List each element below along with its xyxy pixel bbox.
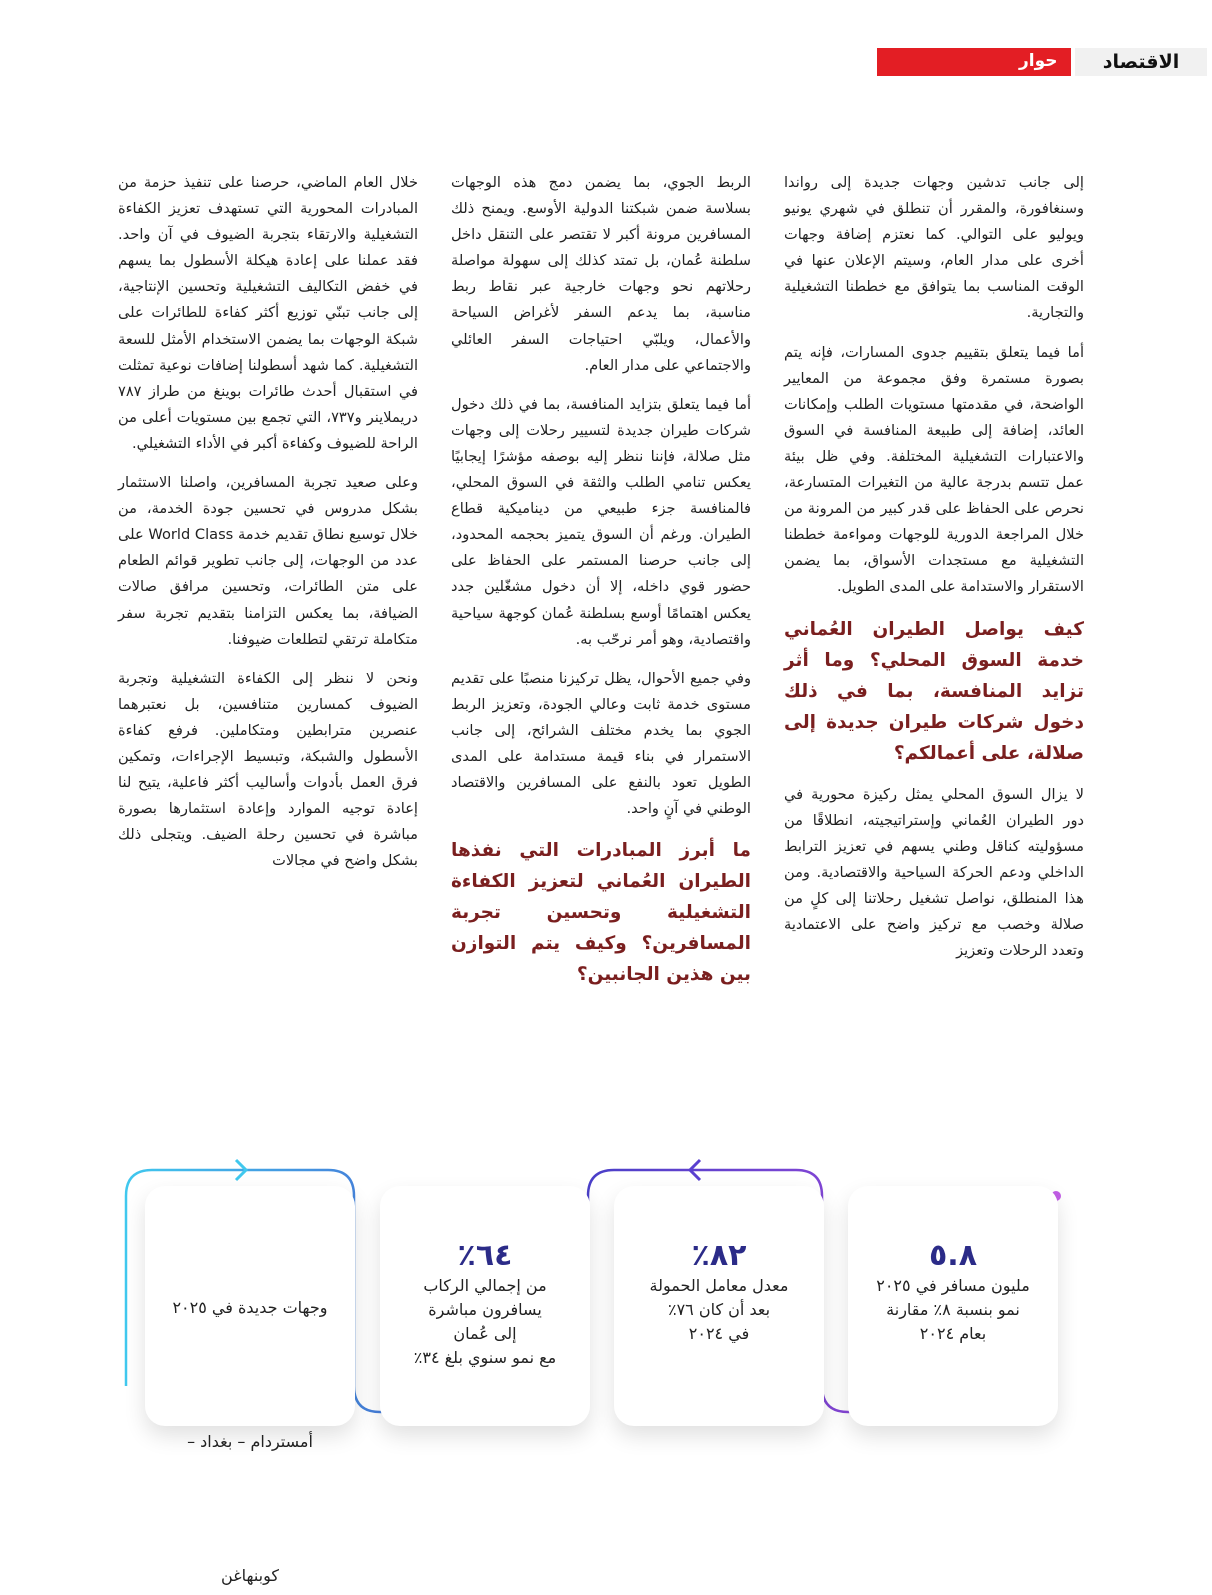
paragraph: أما فيما يتعلق بتقييم جدوى المسارات، فإنه يتم بصورة مستمرة وفق مجموعة من المعايير الواضحة، في مقدمتها مستويات الطلب وإمكانات العائد، إضافة إلى طبيعة المنافسة في السوق والاعتبارات التشغيلية المختلفة. وفي ظل بيئة عمل تتسم بدرجة عالية من التغيرات المتسارعة، نحرص على الحفاظ على قدر كبير من المرونة من خلال المراجعة الدورية للوجهات ومواءمة خططنا التشغيلية مع مستجدات الأسواق، بما يضمن الاستقرار والاستدامة على المدى الطويل. bbox=[784, 343, 1084, 596]
stat-text: يسافرون مباشرة bbox=[428, 1300, 542, 1319]
stat-number: ٦٤٪ bbox=[457, 1238, 513, 1273]
article-column-1 bbox=[784, 170, 1084, 977]
stat-number: ٥.٨ bbox=[928, 1238, 978, 1273]
interview-question: كيف يواصل الطيران العُماني خدمة السوق المحلي؟ وما أثر تزايد المنافسة، بما في ذلك دخول شركات طيران جديدة إلى صلالة، على أعمالكم؟ bbox=[784, 618, 1084, 764]
stat-card-new-destinations bbox=[145, 1186, 355, 1585]
stat-number: ٨٢٪ bbox=[691, 1238, 747, 1273]
paragraph: إلى جانب تدشين وجهات جديدة إلى رواندا وسنغافورة، والمقرر أن تنطلق في شهري يونيو ويوليو على التوالي. كما نعتزم إضافة وجهات أخرى على مدار العام، وسيتم الإعلان عنها في الوقت المناسب بما يتوافق مع خططنا التشغيلية والتجارية. bbox=[784, 174, 1084, 322]
stat-text: في ٢٠٢٤ bbox=[688, 1324, 750, 1343]
stat-text: إلى عُمان bbox=[453, 1324, 517, 1343]
article-column-3 bbox=[118, 170, 418, 887]
magazine-logo: الاقتصاد bbox=[1075, 48, 1207, 76]
stat-text: كوبنهاغن bbox=[221, 1566, 279, 1585]
article-column-2 bbox=[451, 170, 751, 1003]
interview-question: ما أبرز المبادرات التي نفذها الطيران العُماني لتعزيز الكفاءة التشغيلية وتحسين تجربة المسافرين؟ وكيف يتم التوازن بين هذين الجانبين؟ bbox=[451, 840, 751, 986]
stats-infographic bbox=[0, 1150, 1212, 1585]
stat-text: أمستردام – بغداد – bbox=[187, 1432, 313, 1451]
paragraph: خلال العام الماضي، حرصنا على تنفيذ حزمة من المبادرات المحورية التي تستهدف تعزيز الكفاءة التشغيلية والارتقاء بتجربة الضيوف في آن واحد. فقد عملنا على إعادة هيكلة الأسطول بما يسهم في خفض التكاليف التشغيلية وتحسين الإنتاجية، إلى جانب تبنّي توزيع أكثر كفاءة للطائرات على شبكة الوجهات بما يضمن الاستخدام الأمثل للسعة التشغيلية. كما شهد أسطولنا إضافات نوعية تمثلت في استقبال أحدث طائرات بوينغ من طراز ٧٨٧ دريملاينر و٧٣٧، التي تجمع بين مستويات أعلى من الراحة للضيوف وكفاءة أكبر في الأداء التشغيلي. bbox=[118, 174, 418, 452]
paragraph: أما فيما يتعلق بتزايد المنافسة، بما في ذلك دخول شركات طيران جديدة لتسيير رحلات إلى وجهات مثل صلالة، فإننا ننظر إليه بوصفه مؤشرًا إيجابيًا يعكس تنامي الطلب والثقة في السوق المحلي، فالمنافسة جزء طبيعي من ديناميكية قطاع الطيران. ورغم أن السوق يتميز بحجمه المحدود، إلى جانب حرصنا المستمر على الحفاظ على حضور قوي داخله، إلا أن دخول مشغّلين جدد يعكس اهتمامًا أوسع بسلطنة عُمان كوجهة سياحية واقتصادية، وهو أمر نرحّب به. bbox=[451, 395, 751, 648]
stat-text: من إجمالي الركاب bbox=[423, 1276, 547, 1295]
stat-card-passengers bbox=[848, 1186, 1058, 1426]
stat-text: نمو بنسبة ٨٪ مقارنة bbox=[886, 1300, 1020, 1319]
stat-text: بعام ٢٠٢٤ bbox=[919, 1324, 987, 1343]
stat-text: بعد أن كان ٧٦٪ bbox=[667, 1300, 771, 1319]
stat-text: وجهات جديدة في ٢٠٢٥ bbox=[172, 1298, 328, 1317]
stat-text: مليون مسافر في ٢٠٢٥ bbox=[876, 1276, 1030, 1295]
stat-text: معدل معامل الحمولة bbox=[649, 1276, 789, 1295]
paragraph: لا يزال السوق المحلي يمثل ركيزة محورية في دور الطيران العُماني وإستراتيجيته، انطلاقًا من مسؤوليته كناقل وطني يسهم في تعزيز الترابط الداخلي ودعم الحركة السياحية والاقتصادية. ومن هذا المنطلق، نواصل تشغيل رحلاتنا إلى كلٍ من صلالة وخصب مع تركيز واضح على الاعتمادية وتعدد الرحلات وتعزيز bbox=[784, 785, 1084, 960]
stat-card-direct-travel bbox=[380, 1186, 590, 1426]
paragraph: الربط الجوي، بما يضمن دمج هذه الوجهات بسلاسة ضمن شبكتنا الدولية الأوسع. ويمنح ذلك المسافرين مرونة أكبر لا تقتصر على التنقل داخل سلطنة عُمان، بل تمتد كذلك إلى سهولة مواصلة رحلاتهم نحو وجهات خارجية عبر نقاط ربط مناسبة، بما يدعم السفر لأغراض السياحة والأعمال، ويلبّي احتياجات السفر العائلي والاجتماعي على مدار العام. bbox=[451, 174, 751, 374]
section-label: حوار bbox=[1019, 51, 1058, 71]
page-header bbox=[877, 48, 1212, 76]
stat-card-load-factor bbox=[614, 1186, 824, 1426]
paragraph: وعلى صعيد تجربة المسافرين، واصلنا الاستثمار بشكل مدروس في تحسين جودة الخدمة، من خلال توسيع نطاق تقديم خدمة World Class على عدد من الوجهات، إلى جانب تطوير قوائم الطعام على متن الطائرات، وتحسين مرافق صالات الضيافة، بما يعكس التزامنا بتقديم تجربة سفر متكاملة ترتقي لتطلعات ضيوفنا. bbox=[118, 474, 419, 648]
paragraph: وفي جميع الأحوال، يظل تركيزنا منصبًا على تقديم مستوى خدمة ثابت وعالي الجودة، وتعزيز الربط الجوي بما يخدم مختلف الشرائح، إلى جانب الاستمرار في بناء قيمة مستدامة على المدى الطويل تعود بالنفع على المسافرين والاقتصاد الوطني في آنٍ واحد. bbox=[451, 669, 751, 818]
paragraph: ونحن لا ننظر إلى الكفاءة التشغيلية وتجربة الضيوف كمسارين متنافسين، بل نعتبرهما عنصرين مترابطين ومتكاملين. فرفع كفاءة الأسطول والشبكة، وتبسيط الإجراءات، وتمكين فرق العمل بأدوات وأساليب أكثر فاعلية، يتيح لنا إعادة توجيه الموارد وإعادة استثمارها بصورة مباشرة في تحسين رحلة الضيف. ويتجلى ذلك بشكل واضح في مجالات bbox=[118, 669, 418, 870]
stat-text: مع نمو سنوي بلغ ٣٤٪ bbox=[413, 1348, 557, 1367]
